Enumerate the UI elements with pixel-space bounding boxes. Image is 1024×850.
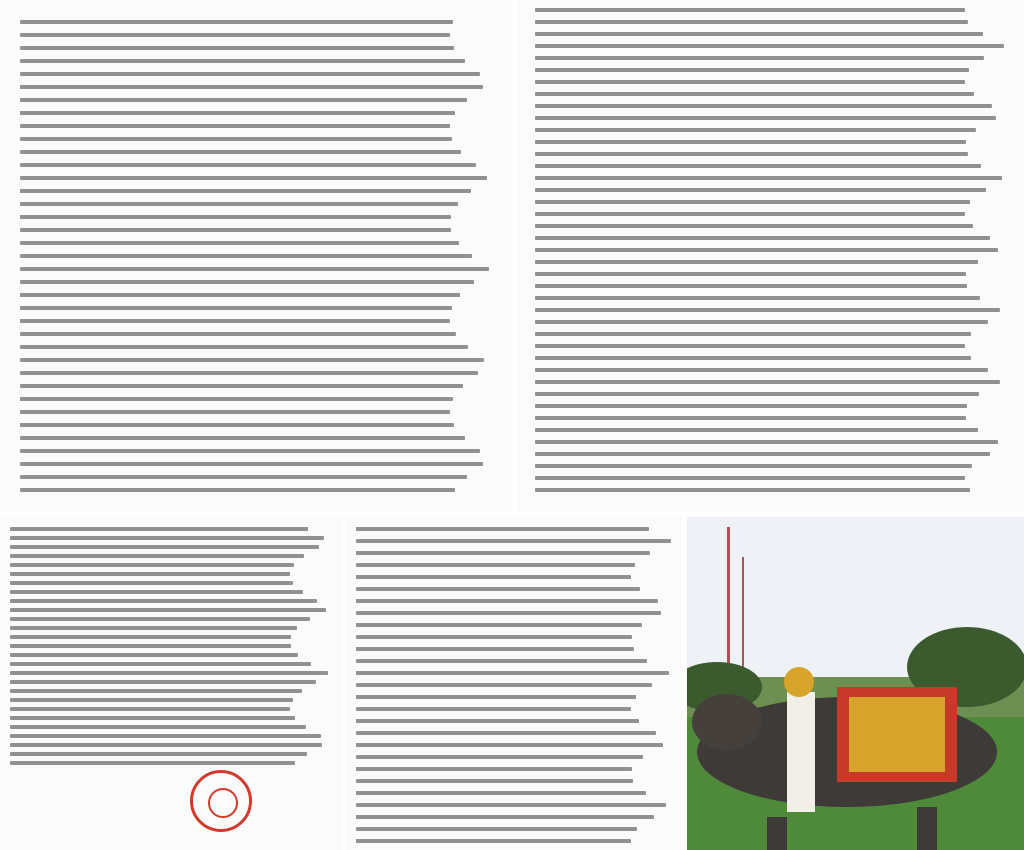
text-line: [20, 358, 484, 362]
text-line: [20, 397, 453, 401]
text-line: [356, 563, 635, 567]
text-line: [20, 267, 489, 271]
text-line: [10, 536, 324, 540]
text-line: [535, 224, 973, 228]
text-line: [20, 46, 454, 50]
text-line: [356, 707, 631, 711]
text-line: [535, 308, 1000, 312]
text-line: [535, 440, 998, 444]
text-line: [20, 475, 467, 479]
text-line: [535, 332, 971, 336]
text-line: [10, 734, 321, 738]
text-line: [356, 659, 647, 663]
text-line: [20, 111, 455, 115]
text-line: [10, 626, 297, 630]
text-line: [535, 176, 1002, 180]
text-line: [535, 248, 998, 252]
text-line: [356, 539, 671, 543]
text-line: [20, 163, 476, 167]
text-line: [10, 752, 307, 756]
text-line: [356, 683, 652, 687]
text-line: [20, 332, 456, 336]
text-line: [356, 695, 636, 699]
text-line: [356, 779, 633, 783]
text-line: [535, 392, 979, 396]
text-line: [535, 80, 965, 84]
text-line: [356, 623, 642, 627]
text-line: [20, 280, 474, 284]
text-line: [10, 545, 319, 549]
text-line: [535, 344, 965, 348]
document-page-2: [517, 0, 1024, 512]
text-line: [20, 293, 460, 297]
text-line: [10, 572, 290, 576]
text-line: [20, 423, 454, 427]
text-line: [535, 152, 968, 156]
text-line: [20, 59, 465, 63]
text-line: [20, 20, 453, 24]
text-line: [356, 599, 658, 603]
text-line: [10, 617, 310, 621]
text-line: [356, 839, 631, 843]
text-line: [535, 20, 968, 24]
text-line: [10, 644, 291, 648]
text-line: [20, 98, 467, 102]
text-line: [356, 827, 637, 831]
text-line: [356, 587, 640, 591]
text-line: [20, 449, 480, 453]
text-line: [535, 368, 988, 372]
text-line: [356, 719, 639, 723]
text-line: [10, 590, 303, 594]
text-line: [10, 608, 326, 612]
document-page-3: [0, 517, 341, 850]
royal-ploughing-photo: [687, 517, 1024, 850]
text-line: [20, 319, 450, 323]
text-line: [20, 215, 451, 219]
text-line: [20, 33, 450, 37]
text-line: [535, 272, 966, 276]
text-line: [20, 306, 452, 310]
text-line: [10, 581, 293, 585]
text-line: [356, 575, 631, 579]
text-line: [356, 743, 663, 747]
text-line: [20, 124, 450, 128]
document-page-4: [346, 517, 682, 850]
text-line: [10, 761, 295, 765]
text-line: [535, 128, 976, 132]
text-line: [535, 356, 971, 360]
text-line: [20, 202, 458, 206]
text-line: [10, 563, 294, 567]
text-line: [10, 635, 291, 639]
text-line: [356, 767, 632, 771]
ceremony-photo: [687, 517, 1024, 850]
text-line: [535, 32, 983, 36]
text-line: [356, 551, 650, 555]
text-line: [535, 140, 966, 144]
text-line: [10, 653, 298, 657]
text-line: [20, 371, 478, 375]
text-line: [356, 803, 666, 807]
text-line: [535, 92, 974, 96]
text-line: [20, 176, 487, 180]
document-page-1: [0, 0, 512, 512]
text-line: [535, 116, 996, 120]
text-line: [356, 791, 646, 795]
text-line: [535, 488, 970, 492]
text-line: [20, 462, 483, 466]
text-line: [10, 716, 295, 720]
text-line: [20, 410, 450, 414]
text-line: [20, 254, 472, 258]
text-line: [535, 44, 1004, 48]
text-line: [10, 698, 293, 702]
text-line: [356, 647, 634, 651]
text-line: [20, 384, 463, 388]
text-line: [535, 104, 992, 108]
text-line: [20, 241, 459, 245]
text-line: [356, 527, 649, 531]
text-line: [10, 662, 311, 666]
text-line: [535, 296, 980, 300]
text-line: [535, 452, 990, 456]
text-line: [535, 404, 967, 408]
text-line: [10, 725, 306, 729]
text-line: [535, 476, 965, 480]
text-line: [535, 212, 965, 216]
text-line: [10, 743, 322, 747]
text-line: [20, 345, 468, 349]
text-line: [20, 85, 483, 89]
text-line: [20, 228, 451, 232]
text-line: [535, 464, 972, 468]
text-line: [10, 671, 328, 675]
text-line: [10, 680, 316, 684]
text-line: [535, 164, 981, 168]
text-line: [356, 731, 656, 735]
text-line: [20, 137, 452, 141]
text-line: [20, 150, 461, 154]
text-line: [10, 689, 302, 693]
text-line: [535, 200, 970, 204]
text-line: [10, 599, 317, 603]
text-line: [535, 260, 978, 264]
text-line: [535, 56, 984, 60]
text-line: [535, 416, 966, 420]
text-line: [20, 72, 480, 76]
text-line: [10, 527, 308, 531]
text-line: [10, 554, 304, 558]
text-line: [535, 236, 990, 240]
text-line: [535, 284, 967, 288]
text-line: [535, 188, 986, 192]
text-line: [356, 635, 632, 639]
text-line: [356, 671, 669, 675]
text-line: [535, 68, 969, 72]
text-line: [535, 8, 965, 12]
text-line: [535, 428, 978, 432]
text-line: [356, 755, 643, 759]
text-line: [356, 815, 654, 819]
official-seal-stamp: [190, 770, 252, 832]
text-line: [535, 380, 1000, 384]
text-line: [20, 189, 471, 193]
text-line: [10, 707, 290, 711]
text-line: [535, 320, 988, 324]
text-line: [20, 436, 465, 440]
text-line: [20, 488, 455, 492]
text-line: [356, 611, 661, 615]
